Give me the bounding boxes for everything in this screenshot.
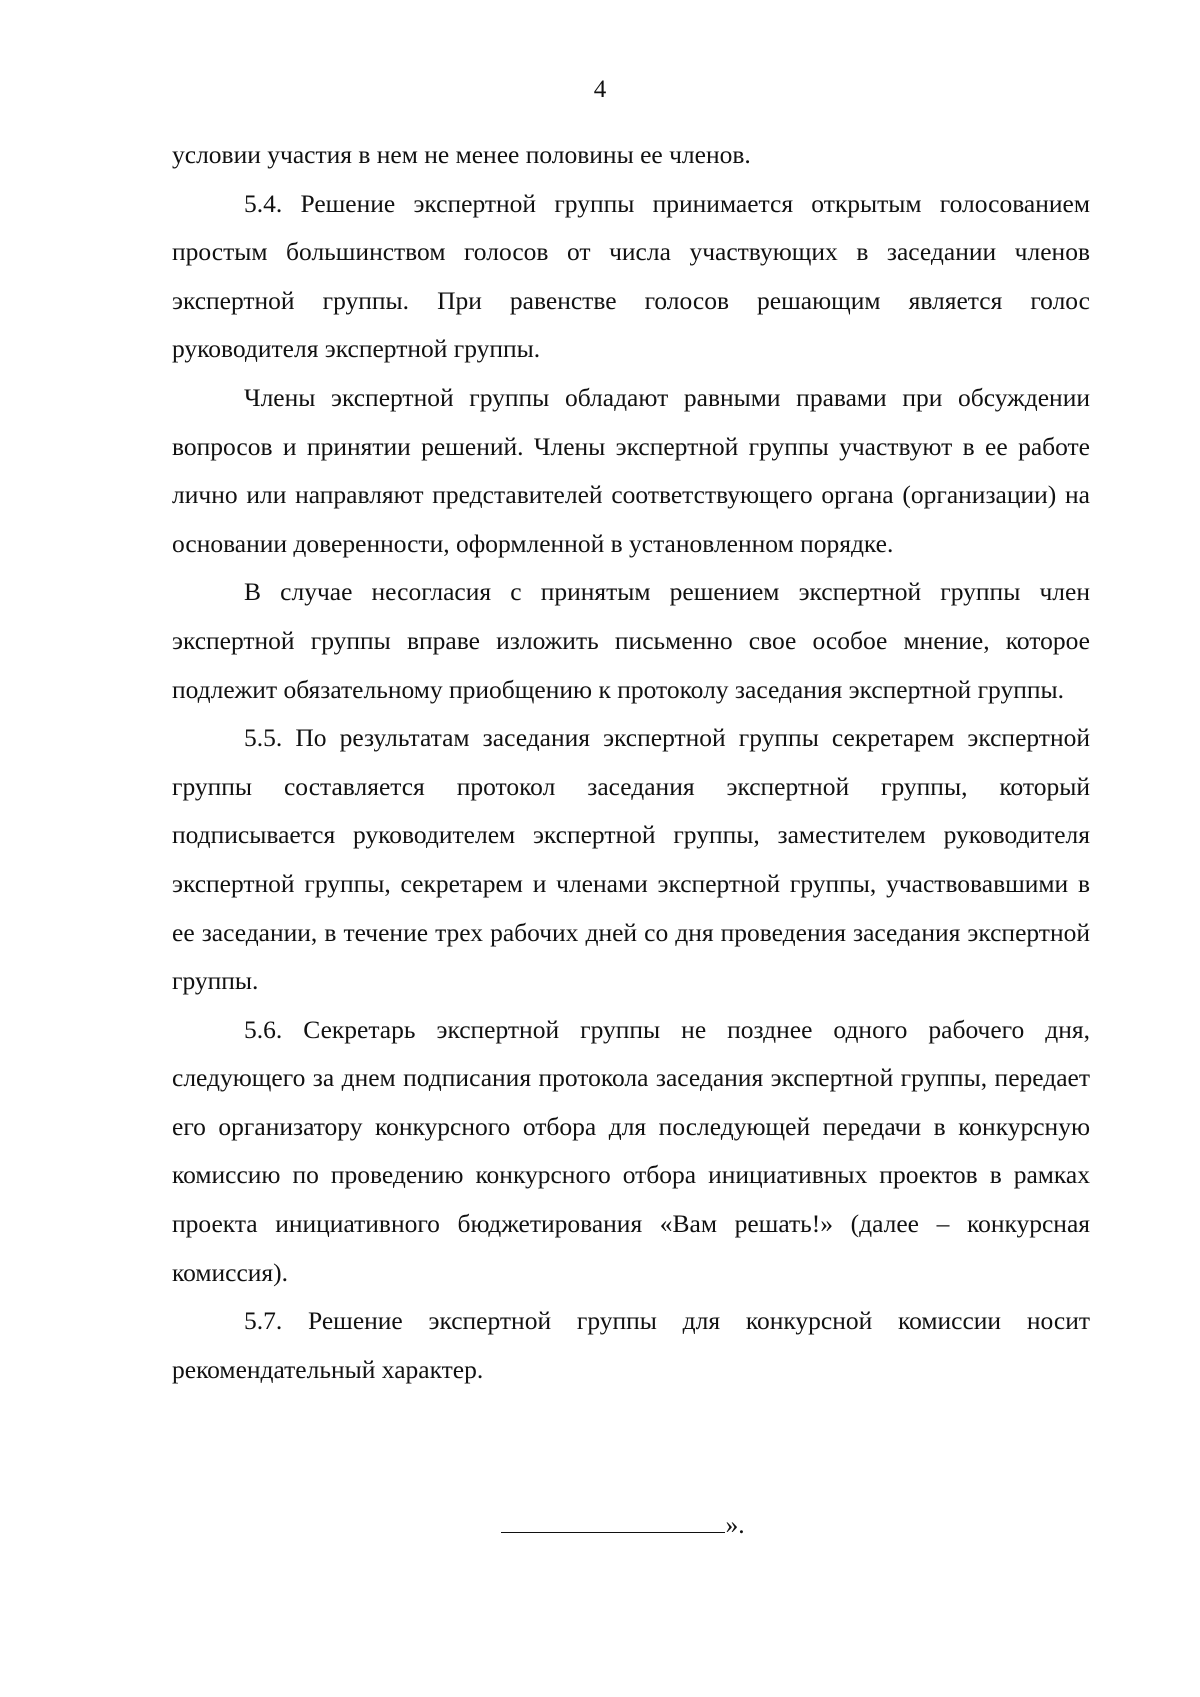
page-number: 4 xyxy=(593,76,607,103)
closing-line xyxy=(0,1505,1200,1545)
closing-rule xyxy=(501,1510,725,1533)
paragraph-members-rights: Члены экспертной группы обладают равными правами при обсуждении вопросов и принятии решений. Члены экспертной группы участвуют в ее работе лично или направляют представителей соответствующего органа (организации) на основании доверенности, оформленной в установленном порядке. xyxy=(172,382,1090,558)
paragraph-continuation: условии участия в нем не менее половины ее членов. xyxy=(172,140,751,169)
paragraph-disagreement: В случае несогласия с принятым решением экспертной группы член экспертной группы вправе изложить письменно свое особое мнение, которое подлежит обязательному приобщению к протоколу заседания экспертной группы. xyxy=(172,577,1090,704)
paragraph-5-4: 5.4. Решение экспертной группы принимается открытым голосованием простым большинством голосов от числа участвующих в заседании членов экспертной группы. При равенстве голосов решающим является голос руководителя экспертной группы. xyxy=(172,188,1090,364)
closing-quote-mark: ». xyxy=(725,1510,745,1539)
document-body xyxy=(172,131,1090,1394)
paragraph-5-7: 5.7. Решение экспертной группы для конкурсной комиссии носит рекомендательный характер. xyxy=(172,1306,1090,1384)
paragraph-5-5: 5.5. По результатам заседания экспертной группы секретарем экспертной группы составляется протокол заседания экспертной группы, который подписывается руководителем экспертной группы, заместителем руководителя экспертной группы, секретарем и членами экспертной группы, участвовавшими в ее заседании, в течение трех рабочих дней со дня проведения заседания экспертной группы. xyxy=(172,723,1090,996)
paragraph-5-6: 5.6. Секретарь экспертной группы не позднее одного рабочего дня, следующего за днем подписания протокола заседания экспертной группы, передает его организатору конкурсного отбора для последующей передачи в конкурсную комиссию по проведению конкурсного отбора инициативных проектов в рамках проекта инициативного бюджетирования «Вам решать!» (далее – конкурсная комиссия). xyxy=(172,1014,1090,1287)
